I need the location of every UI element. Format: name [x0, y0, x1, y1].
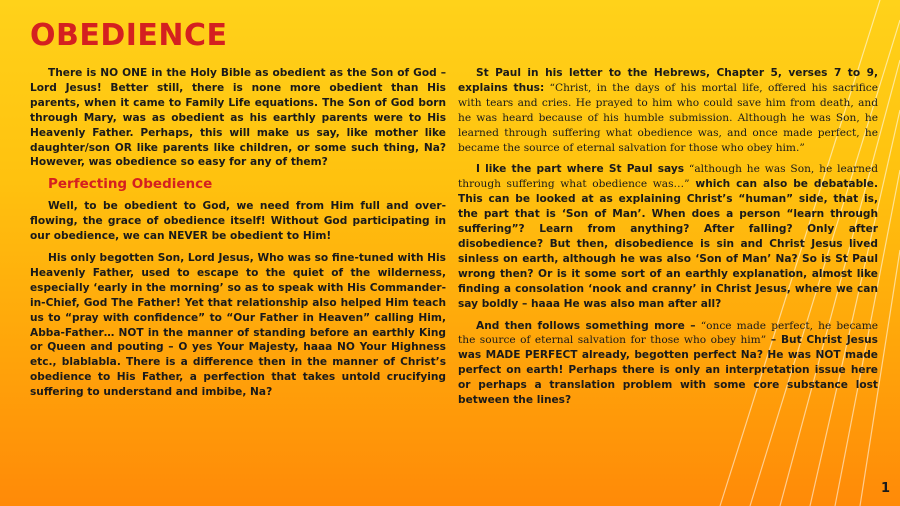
suffering-quote: “although he was Son, he learned through suffering what obedience was…” — [458, 163, 878, 191]
perfection-quote: “once made perfect, he became the source of eternal salvation for those who obey him” — [458, 319, 879, 347]
hebrews-intro: St Paul in his letter to the Hebrews, Chapter 5, verses 7 to 9, explains thus: — [458, 67, 878, 94]
right-column — [458, 66, 878, 415]
page-number: 1 — [880, 481, 890, 496]
grace-paragraph: Well, to be obedient to God, we need from Him full and over-flowing, the grace of obedience itself! Without God participating in our obedience, we can NEVER be obedient to Him! — [30, 200, 446, 243]
suffering-discussion: which can also be debatable. This can be looked at as explaining Christ’s “human” side, that is, the part that is ‘Son of Man’. When does a person “learn through suffering”? Learn from anything? After falling? Only after disobedience? But then, disobedience is sin and Christ Jesus lived sinless on earth, although he was also ‘Son of Man’ Na? So is St Paul wrong then? Or is it some sort of an earthly explanation, almost like finding a consolation ‘nook and cranny’ in Christ Jesus, where we can say boldly – haaa He was also man after all? — [458, 178, 878, 310]
perfection-paragraph — [458, 319, 878, 408]
section-subheading: Perfecting Obedience — [48, 176, 213, 193]
intro-paragraph: There is NO ONE in the Holy Bible as obedient as the Son of God – Lord Jesus! Better still, there is none more obedient than His parents, when it came to Family Life equations. The Son of God born through Mary, was as obedient as his earthly parents were to His Heavenly Father. Perhaps, this will make us say, like mother like daughter/son OR like parents like children, or some such thing, Na? However, was obedience so easy for any of them? — [30, 67, 446, 169]
left-column — [30, 66, 446, 407]
suffering-paragraph — [458, 162, 878, 311]
perfection-discussion: – But Christ Jesus was MADE PERFECT already, begotten perfect Na? He was NOT made perfect on earth! Perhaps there is only an interpretation issue here or perhaps a translation problem with some core substance lost between the lines? — [458, 334, 878, 407]
perfection-intro: And then follows something more – — [476, 319, 696, 332]
hebrews-quote: “Christ, in the days of his mortal life, offered his sacrifice with tears and cries. He prayed to him who could save him from death, and he was heard because of his humble submission. Although he was Son, he learned through suffering what obedience was, and once made perfect, he became the source of eternal salvation for those who obey him.” — [458, 81, 878, 154]
hebrews-paragraph — [458, 66, 878, 155]
son-paragraph: His only begotten Son, Lord Jesus, Who was so fine-tuned with His Heavenly Father, used to escape to the quiet of the wilderness, especially ‘early in the morning’ so as to speak with His Commander-in-Chief, God The Father! Yet that relationship also helped Him teach us to “pray with confidence” to “Our Father in Heaven” calling Him, Abba-Father… NOT in the manner of standing before an earthly King or Queen and pouting – O yes Your Majesty, haaa NO Your Highness etc., blablabla. There is a difference then in the manner of Christ’s obedience to His Father, a perfection that takes untold crucifying suffering to understand and imbibe, Na? — [30, 251, 446, 399]
suffering-intro: I like the part where St Paul says — [476, 163, 685, 176]
page-title: OBEDIENCE — [30, 18, 228, 53]
